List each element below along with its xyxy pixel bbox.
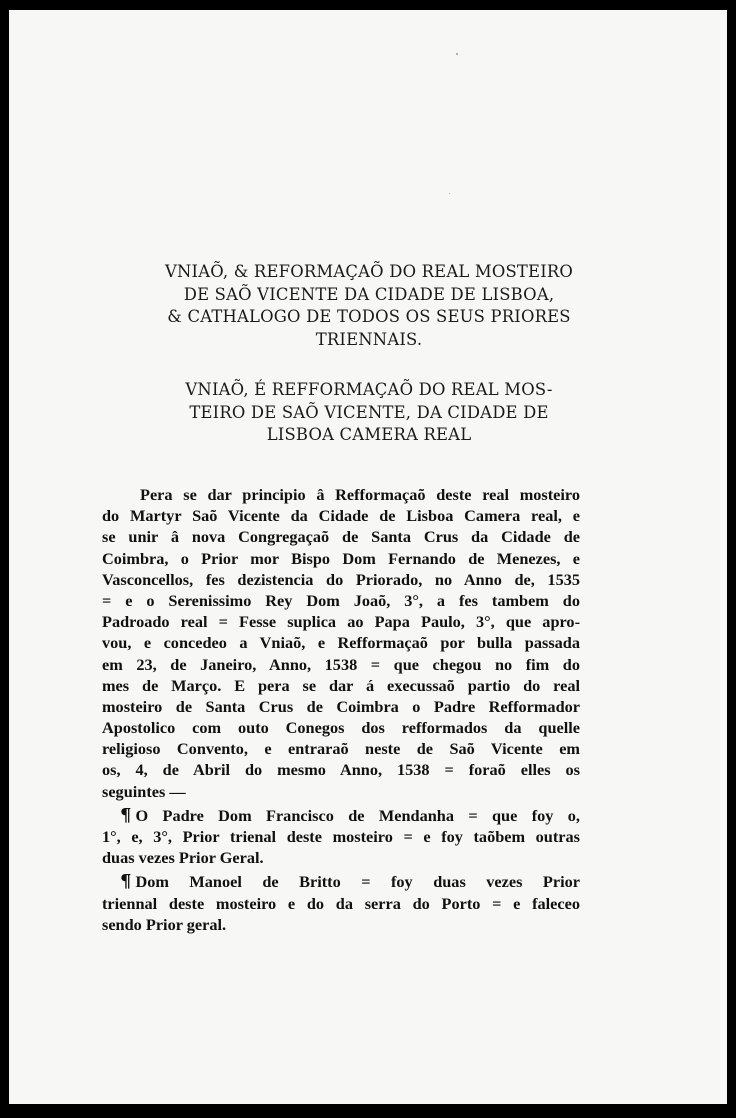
text-line: seguintes —: [102, 781, 186, 801]
text-line: vou, e concedeo a Vniaõ, e Refformaçaõ por bulla passada: [102, 633, 580, 653]
text-line: [102, 871, 580, 892]
subtitle-line: TEIRO DE SAÕ VICENTE, DA CIDADE DE: [189, 402, 549, 422]
text-line: = e o Serenissimo Rey Dom Joaõ, 3°, a fes tambem do: [102, 590, 580, 610]
title-line: VNIAÕ, & REFORMAÇAÕ DO REAL MOSTEIRO: [164, 262, 574, 281]
text-line: [102, 805, 580, 826]
entry-first-line: O Padre Dom Francisco de Mendanha = que foy o,: [135, 805, 580, 825]
paper-speck: [449, 193, 450, 194]
text-line: Coimbra, o Prior mor Bispo Dom Fernando de Menezes, e: [102, 548, 580, 568]
text-line: Pera se dar principio â Refformaçaõ deste real mosteiro: [140, 485, 580, 504]
text-line: se unir â nova Congregaçaõ de Santa Crus da Cidade de: [102, 527, 580, 547]
paper-speck: [456, 53, 458, 55]
text-line: duas vezes Prior Geral.: [102, 848, 264, 868]
text-line: do Martyr Saõ Vicente da Cidade de Lisboa Camera real, e: [102, 506, 580, 526]
body-text: [102, 484, 580, 935]
entry-first-line: Dom Manoel de Britto = foy duas vezes Prior: [135, 872, 580, 892]
pilcrow-icon: ¶: [120, 804, 132, 826]
section-heading: [119, 379, 619, 447]
text-line: religioso Convento, e entraraõ neste de Saõ Vicente em: [102, 739, 580, 759]
text-line: mosteiro de Santa Crus de Coimbra o Padre Refformador: [102, 696, 580, 716]
entry-manoel-de-britto: [102, 871, 580, 935]
title-line: DE SAÕ VICENTE DA CIDADE DE LISBOA,: [183, 284, 555, 304]
title-line: & CATHALOGO DE TODOS OS SEUS PRIORES: [167, 307, 571, 326]
text-line: Apostolico com outo Conegos dos refformados da quelle: [102, 718, 580, 738]
subtitle-line: VNIAÕ, É REFFORMAÇAÕ DO REAL MOS-: [185, 380, 553, 399]
page-sheet: [9, 10, 727, 1104]
text-line: Padroado real = Fesse suplica ao Papa Paulo, 3°, que apro-: [102, 612, 580, 632]
text-line: os, 4, de Abril do mesmo Anno, 1538 = foraõ elles os: [102, 760, 580, 780]
text-line: sendo Prior geral.: [102, 914, 227, 934]
pilcrow-icon: ¶: [120, 871, 132, 893]
subtitle-line: LISBOA CAMERA REAL: [266, 425, 472, 444]
text-line: triennal deste mosteiro e do da serra do Porto = e faleceo: [102, 893, 580, 913]
paragraph-intro: [102, 484, 580, 802]
title-line: TRIENNAIS.: [315, 329, 423, 349]
text-line: Vasconcellos, fes dezistencia do Priorado, no Anno de, 1535: [102, 569, 580, 589]
text-line: mes de Março. E pera se dar á execussaõ partio do real: [102, 675, 580, 695]
text-line: 1°, e, 3°, Prior trienal deste mosteiro = e foy taõbem outras: [102, 827, 580, 846]
document-title: [99, 261, 639, 351]
entry-francisco-de-mendanha: [102, 805, 580, 869]
text-line: em 23, de Janeiro, Anno, 1538 = que chegou no fim do: [102, 654, 580, 674]
